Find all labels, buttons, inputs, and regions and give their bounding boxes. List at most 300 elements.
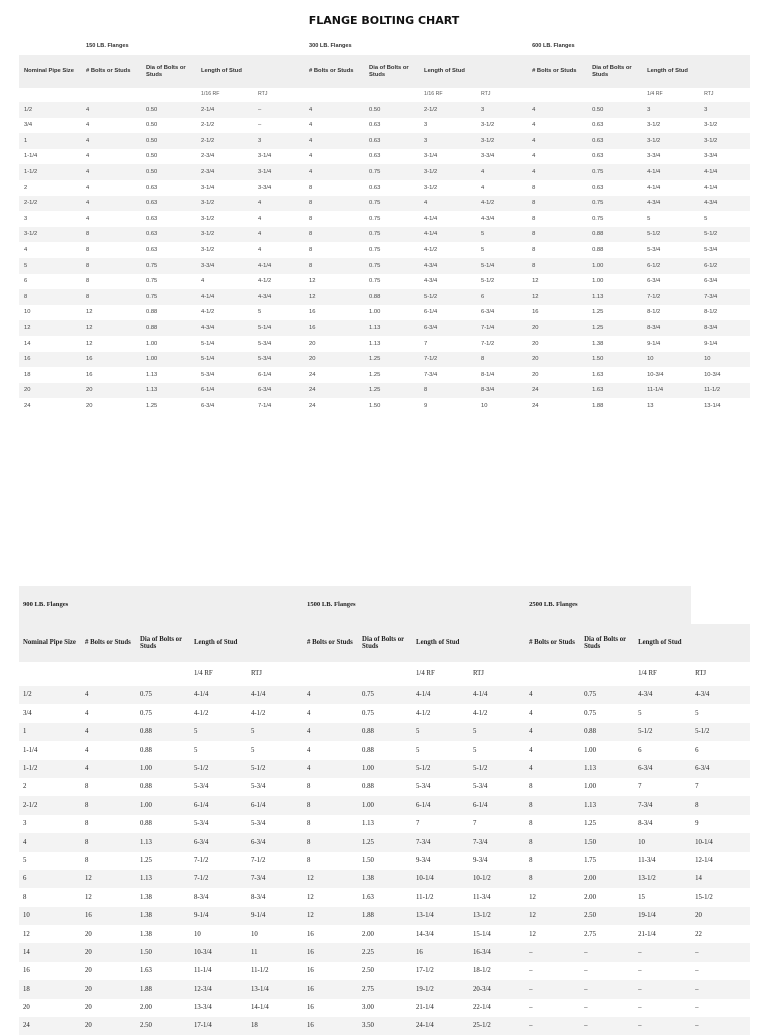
table-cell: 5-1/2 xyxy=(695,728,710,736)
table-cell: 4 xyxy=(307,691,311,699)
table-cell: – xyxy=(529,1004,533,1012)
table-cell: 0.88 xyxy=(140,783,152,791)
pipe-size-cell: 20 xyxy=(24,387,31,394)
table-cell: 16 xyxy=(307,930,314,938)
table-cell: 0.88 xyxy=(146,309,158,316)
table-cell: 8 xyxy=(86,278,90,285)
col-length-600: Length of Stud xyxy=(647,68,688,75)
table-row xyxy=(19,133,750,149)
table-cell: 7-3/4 xyxy=(251,875,266,883)
table-row xyxy=(19,398,750,414)
table-cell: 2.75 xyxy=(362,985,374,993)
table-cell: 8-3/4 xyxy=(647,324,661,331)
col-length-300: Length of Stud xyxy=(424,68,465,75)
table-cell: 1.50 xyxy=(369,402,381,409)
table-cell: 8 xyxy=(307,838,311,846)
group-2500-label: 2500 LB. Flanges xyxy=(529,601,578,609)
table-cell: 5 xyxy=(473,728,477,736)
table-cell: 24 xyxy=(309,402,316,409)
table-row xyxy=(19,242,750,258)
table-cell: – xyxy=(529,967,533,975)
group-150-label: 150 LB. Flanges xyxy=(86,42,129,49)
table-cell: 10 xyxy=(638,838,645,846)
table-row xyxy=(19,383,750,399)
table-row xyxy=(19,196,750,212)
table-cell: 16 xyxy=(307,967,314,975)
table-cell: 0.75 xyxy=(369,215,381,222)
table-cell: 3-1/2 xyxy=(201,231,215,238)
table-cell: 5-1/2 xyxy=(194,765,209,773)
table-cell: 1.00 xyxy=(592,278,604,285)
table-cell: – xyxy=(638,985,642,993)
table-cell: 5 xyxy=(695,709,699,717)
table-cell: 8 xyxy=(85,801,89,809)
table-cell: 1.13 xyxy=(140,875,152,883)
table-cell: 5-3/4 xyxy=(258,356,272,363)
table-cell: 17-1/4 xyxy=(194,1022,212,1030)
table-cell: 4 xyxy=(86,184,90,191)
sub-rf-1500: 1/4 RF xyxy=(416,670,435,678)
col-length-900: Length of Stud xyxy=(194,639,238,647)
table-cell: 3-1/2 xyxy=(424,168,438,175)
table-cell: 10-1/4 xyxy=(695,838,713,846)
table-cell: 8 xyxy=(532,184,536,191)
table-cell: 4-3/4 xyxy=(424,278,438,285)
table-cell: 1.75 xyxy=(584,856,596,864)
table-cell: 8 xyxy=(529,783,533,791)
table-cell: 15-1/2 xyxy=(695,893,713,901)
sub-rtj-2500: RTJ xyxy=(695,670,707,678)
table-row xyxy=(19,118,750,134)
table-cell: 1.63 xyxy=(592,371,604,378)
table-cell: 0.88 xyxy=(140,728,152,736)
table-cell: 1.13 xyxy=(584,801,596,809)
table-cell: 5 xyxy=(194,746,198,754)
table-cell: 10 xyxy=(481,402,488,409)
table-cell: 16 xyxy=(86,356,93,363)
table-cell: 4 xyxy=(258,246,262,253)
table-cell: 1.38 xyxy=(140,893,152,901)
table-cell: 4-1/2 xyxy=(481,200,495,207)
pipe-size-cell: 1/2 xyxy=(23,691,32,699)
table-cell: 8 xyxy=(86,231,90,238)
pipe-size-cell: 18 xyxy=(24,371,31,378)
table-cell: 9 xyxy=(424,402,428,409)
table-cell: 6 xyxy=(695,746,699,754)
table-cell: 8 xyxy=(529,875,533,883)
table-row xyxy=(19,686,750,704)
table-cell: 0.75 xyxy=(140,691,152,699)
col-bolts-150: # Bolts or Studs xyxy=(86,68,131,75)
table-cell: 16 xyxy=(307,948,314,956)
table-cell: 5-3/4 xyxy=(704,246,718,253)
table-row xyxy=(19,999,750,1017)
table-cell: 14-3/4 xyxy=(416,930,434,938)
table-cell: 13 xyxy=(647,402,654,409)
table-cell: 5-3/4 xyxy=(194,820,209,828)
table-cell: 8 xyxy=(424,387,428,394)
table-cell: 5-1/4 xyxy=(201,356,215,363)
table-cell: 20 xyxy=(85,930,92,938)
table-cell: 3.00 xyxy=(362,1004,374,1012)
table-cell: 7 xyxy=(416,820,420,828)
table-cell: 0.75 xyxy=(592,215,604,222)
table-cell: 0.50 xyxy=(146,153,158,160)
sub-rf-900: 1/4 RF xyxy=(194,670,213,678)
table-cell: 6-3/4 xyxy=(647,278,661,285)
flange-table-150-300-600 xyxy=(19,37,750,414)
table-row xyxy=(19,815,750,833)
pipe-size-cell: 24 xyxy=(24,402,31,409)
table-cell: 2.50 xyxy=(362,967,374,975)
pipe-size-cell: 14 xyxy=(23,948,30,956)
table-cell: 4-1/2 xyxy=(473,709,488,717)
table-cell: 3 xyxy=(258,137,262,144)
table-cell: 12 xyxy=(309,278,316,285)
col-length-150: Length of Stud xyxy=(201,68,242,75)
table-cell: 24 xyxy=(532,387,539,394)
table-cell: 4 xyxy=(307,728,311,736)
table-cell: 2.00 xyxy=(584,875,596,883)
table-cell: 7-1/2 xyxy=(647,293,661,300)
table-row xyxy=(19,1017,750,1035)
table-cell: 4-1/4 xyxy=(647,184,661,191)
table-cell: 8 xyxy=(695,801,699,809)
table-cell: 1.25 xyxy=(140,856,152,864)
table-cell: 8 xyxy=(309,200,313,207)
pipe-size-cell: 14 xyxy=(24,340,31,347)
table-row xyxy=(19,980,750,998)
table-cell: 0.75 xyxy=(362,709,374,717)
table-row xyxy=(19,180,750,196)
table-cell: 3-1/2 xyxy=(201,215,215,222)
table-row xyxy=(19,833,750,851)
table-cell: 10-3/4 xyxy=(647,371,664,378)
pipe-size-cell: 5 xyxy=(23,856,27,864)
table-cell: 5-1/2 xyxy=(704,231,718,238)
table-cell: 3-1/2 xyxy=(481,137,495,144)
table-cell: 0.88 xyxy=(584,728,596,736)
table-cell: 0.75 xyxy=(592,168,604,175)
table-cell: 1.50 xyxy=(362,856,374,864)
col-dia-900: Dia of Bolts or Studs xyxy=(140,635,182,650)
table-cell: 5-1/2 xyxy=(251,765,266,773)
table-row xyxy=(19,352,750,368)
table-cell: 1.00 xyxy=(362,765,374,773)
table-row xyxy=(19,888,750,906)
top-table-body xyxy=(19,37,750,414)
table-cell: 3 xyxy=(647,106,651,113)
table-cell: 11-1/2 xyxy=(416,893,434,901)
table-cell: 0.63 xyxy=(369,184,381,191)
table-cell: 5-1/4 xyxy=(258,324,272,331)
table-cell: 0.50 xyxy=(592,106,604,113)
table-cell: 2-1/2 xyxy=(424,106,438,113)
table-cell: 6 xyxy=(638,746,642,754)
table-cell: – xyxy=(695,1022,699,1030)
table-cell: 0.75 xyxy=(369,168,381,175)
table-cell: 11-1/2 xyxy=(251,967,269,975)
table-cell: 0.75 xyxy=(369,200,381,207)
table-cell: 12 xyxy=(529,893,536,901)
table-cell: 9-1/4 xyxy=(647,340,661,347)
sub-rf-300: 1/16 RF xyxy=(424,91,443,98)
table-cell: 15-1/4 xyxy=(473,930,491,938)
table-cell: 8 xyxy=(85,783,89,791)
table-cell: 11 xyxy=(251,948,258,956)
table-cell: 12 xyxy=(307,912,314,920)
table-cell: 11-3/4 xyxy=(473,893,491,901)
table-cell: 20 xyxy=(85,1022,92,1030)
table-row xyxy=(19,164,750,180)
table-cell: 1.63 xyxy=(592,387,604,394)
table-cell: 0.88 xyxy=(369,293,381,300)
table-cell: 0.50 xyxy=(146,168,158,175)
table-cell: 1.00 xyxy=(369,309,381,316)
table-cell: 10-1/2 xyxy=(473,875,491,883)
page-title: FLANGE BOLTING CHART xyxy=(308,14,460,27)
table-cell: 3-1/2 xyxy=(201,246,215,253)
table-cell: 5-3/4 xyxy=(647,246,661,253)
table-cell: – xyxy=(529,948,533,956)
table-cell: 0.63 xyxy=(592,137,604,144)
table-cell: 6-1/4 xyxy=(473,801,488,809)
table-cell: 4-1/4 xyxy=(424,215,438,222)
table-cell: 4 xyxy=(532,122,536,129)
table-cell: 7 xyxy=(473,820,477,828)
table-cell: 1.25 xyxy=(362,838,374,846)
table-cell: 8 xyxy=(309,215,313,222)
table-cell: 20-3/4 xyxy=(473,985,491,993)
table-cell: 16 xyxy=(532,309,539,316)
table-cell: 1.25 xyxy=(369,387,381,394)
table-cell: 7 xyxy=(638,783,642,791)
group-300-label: 300 LB. Flanges xyxy=(309,42,352,49)
table-cell: 4 xyxy=(529,746,533,754)
table-cell: 10-3/4 xyxy=(704,371,721,378)
table-cell: 5 xyxy=(704,215,708,222)
table-cell: 4 xyxy=(85,765,89,773)
sub-rf-150: 1/16 RF xyxy=(201,91,220,98)
table-cell: – xyxy=(258,122,262,129)
pipe-size-cell: 2 xyxy=(23,783,27,791)
table-cell: 8 xyxy=(532,231,536,238)
table-cell: 4-1/2 xyxy=(251,709,266,717)
table-row xyxy=(19,943,750,961)
table-cell: 5-3/4 xyxy=(251,820,266,828)
col-bolts-600: # Bolts or Studs xyxy=(532,68,577,75)
table-cell: – xyxy=(638,1004,642,1012)
table-cell: 0.75 xyxy=(140,709,152,717)
pipe-size-cell: 1-1/4 xyxy=(23,746,38,754)
table-cell: 1.13 xyxy=(146,371,158,378)
table-cell: 8 xyxy=(85,856,89,864)
column-header-row xyxy=(19,624,750,662)
table-cell: 3-1/2 xyxy=(647,137,661,144)
table-cell: 24-1/4 xyxy=(416,1022,434,1030)
table-cell: 1.25 xyxy=(584,820,596,828)
table-cell: 16 xyxy=(416,948,423,956)
table-cell: 24 xyxy=(532,402,539,409)
table-cell: 13-1/4 xyxy=(704,402,721,409)
pipe-size-cell: 1-1/2 xyxy=(23,765,38,773)
table-cell: 5-1/2 xyxy=(424,293,438,300)
table-cell: 0.63 xyxy=(592,122,604,129)
subheader-row xyxy=(19,88,750,102)
pipe-size-cell: 1 xyxy=(24,137,28,144)
table-cell: 7 xyxy=(424,340,428,347)
table-cell: – xyxy=(638,948,642,956)
table-cell: 4-1/4 xyxy=(416,691,431,699)
table-cell: 0.63 xyxy=(369,153,381,160)
table-cell: 7-1/2 xyxy=(424,356,438,363)
table-cell: 6-1/4 xyxy=(201,387,215,394)
table-cell: 10 xyxy=(194,930,201,938)
sub-rtj-1500: RTJ xyxy=(473,670,484,678)
table-cell: 6-3/4 xyxy=(704,278,718,285)
table-cell: 5-3/4 xyxy=(473,783,488,791)
table-cell: 9 xyxy=(695,820,699,828)
table-cell: 0.75 xyxy=(369,262,381,269)
pipe-size-cell: 8 xyxy=(23,893,27,901)
table-cell: 12 xyxy=(85,875,92,883)
table-cell: 4-1/2 xyxy=(258,278,272,285)
table-cell: 4 xyxy=(307,709,311,717)
table-cell: 20 xyxy=(309,340,316,347)
table-cell: 4 xyxy=(309,106,313,113)
table-cell: 4 xyxy=(86,200,90,207)
table-cell: 3-1/2 xyxy=(704,122,718,129)
table-cell: 4 xyxy=(86,137,90,144)
table-cell: 1.13 xyxy=(592,293,604,300)
table-cell: 6-1/2 xyxy=(704,262,718,269)
table-cell: 2.75 xyxy=(584,930,596,938)
table-cell: 1.63 xyxy=(140,967,152,975)
table-cell: 4-1/4 xyxy=(647,168,661,175)
table-cell: 0.75 xyxy=(146,293,158,300)
table-row xyxy=(19,305,750,321)
table-cell: 12 xyxy=(86,309,93,316)
pipe-size-cell: 20 xyxy=(23,1004,30,1012)
sub-rf-600: 1/4 RF xyxy=(647,91,663,98)
pipe-size-cell: 2-1/2 xyxy=(23,801,38,809)
table-cell: 5 xyxy=(481,246,485,253)
table-cell: 7-1/2 xyxy=(194,875,209,883)
table-cell: 4 xyxy=(532,153,536,160)
table-cell: 4 xyxy=(85,709,89,717)
table-row xyxy=(19,704,750,722)
table-cell: 8 xyxy=(529,856,533,864)
table-cell: 12 xyxy=(307,875,314,883)
table-cell: 0.75 xyxy=(584,709,596,717)
table-cell: 0.75 xyxy=(369,246,381,253)
table-cell: 5 xyxy=(647,215,651,222)
table-cell: 1.50 xyxy=(592,356,604,363)
table-cell: 5-1/2 xyxy=(416,765,431,773)
pipe-size-cell: 10 xyxy=(23,912,30,920)
table-row xyxy=(19,778,750,796)
table-cell: 20 xyxy=(532,371,539,378)
table-cell: 4 xyxy=(258,200,262,207)
table-row xyxy=(19,336,750,352)
table-cell: 4 xyxy=(86,168,90,175)
table-cell: 8 xyxy=(86,293,90,300)
table-cell: 4 xyxy=(532,106,536,113)
table-cell: 22-1/4 xyxy=(473,1004,491,1012)
table-cell: 0.75 xyxy=(362,691,374,699)
table-cell: 13-1/4 xyxy=(251,985,269,993)
table-cell: 8 xyxy=(86,246,90,253)
pipe-size-cell: 5 xyxy=(24,262,28,269)
table-cell: 2.00 xyxy=(362,930,374,938)
table-cell: 1.25 xyxy=(146,402,158,409)
table-cell: 8 xyxy=(86,262,90,269)
table-cell: 8-1/2 xyxy=(647,309,661,316)
table-cell: 8-3/4 xyxy=(251,893,266,901)
col-nominal-pipe-size: Nominal Pipe Size xyxy=(23,639,76,647)
table-cell: 9-1/4 xyxy=(194,912,209,920)
table-cell: 0.75 xyxy=(592,200,604,207)
pipe-size-cell: 1 xyxy=(23,728,27,736)
table-cell: 1.00 xyxy=(584,783,596,791)
table-cell: 0.63 xyxy=(369,137,381,144)
pipe-size-cell: 6 xyxy=(23,875,27,883)
table-cell: 6-1/4 xyxy=(194,801,209,809)
table-cell: – xyxy=(638,1022,642,1030)
table-cell: 8 xyxy=(85,838,89,846)
table-cell: 10 xyxy=(647,356,654,363)
table-cell: 8 xyxy=(532,215,536,222)
table-cell: 0.50 xyxy=(146,106,158,113)
table-cell: – xyxy=(529,1022,533,1030)
table-cell: 4-1/4 xyxy=(704,184,718,191)
table-cell: 9-1/4 xyxy=(251,912,266,920)
pipe-size-cell: 4 xyxy=(24,246,28,253)
flange-table-900-1500-2500 xyxy=(19,586,750,1035)
table-cell: 4 xyxy=(532,168,536,175)
table-cell: 9-3/4 xyxy=(416,856,431,864)
table-cell: 5 xyxy=(416,728,420,736)
table-cell: 1.38 xyxy=(362,875,374,883)
table-cell: 2-1/2 xyxy=(201,122,215,129)
table-cell: 12 xyxy=(86,340,93,347)
table-cell: 8-3/4 xyxy=(481,387,495,394)
bottom-table-body xyxy=(19,586,750,1035)
table-cell: 1.13 xyxy=(369,324,381,331)
pipe-size-cell: 10 xyxy=(24,309,31,316)
table-cell: 3-1/4 xyxy=(201,184,215,191)
table-cell: 8 xyxy=(309,246,313,253)
col-bolts-2500: # Bolts or Studs xyxy=(529,639,575,647)
table-cell: 3-3/4 xyxy=(647,153,661,160)
pipe-size-cell: 1-1/2 xyxy=(24,168,38,175)
table-cell: 2-1/2 xyxy=(201,137,215,144)
table-row xyxy=(19,741,750,759)
table-cell: – xyxy=(584,1004,588,1012)
table-cell: 20 xyxy=(85,1004,92,1012)
table-cell: 6-3/4 xyxy=(251,838,266,846)
pipe-size-cell: 3 xyxy=(23,820,27,828)
table-cell: 15 xyxy=(638,893,645,901)
table-cell: 4-3/4 xyxy=(258,293,272,300)
pipe-size-cell: 6 xyxy=(24,278,28,285)
table-cell: 4 xyxy=(85,728,89,736)
pipe-size-cell: 3/4 xyxy=(24,122,33,129)
col-bolts-300: # Bolts or Studs xyxy=(309,68,354,75)
table-cell: 8 xyxy=(529,838,533,846)
table-cell: 10 xyxy=(251,930,258,938)
table-cell: 2.00 xyxy=(584,893,596,901)
